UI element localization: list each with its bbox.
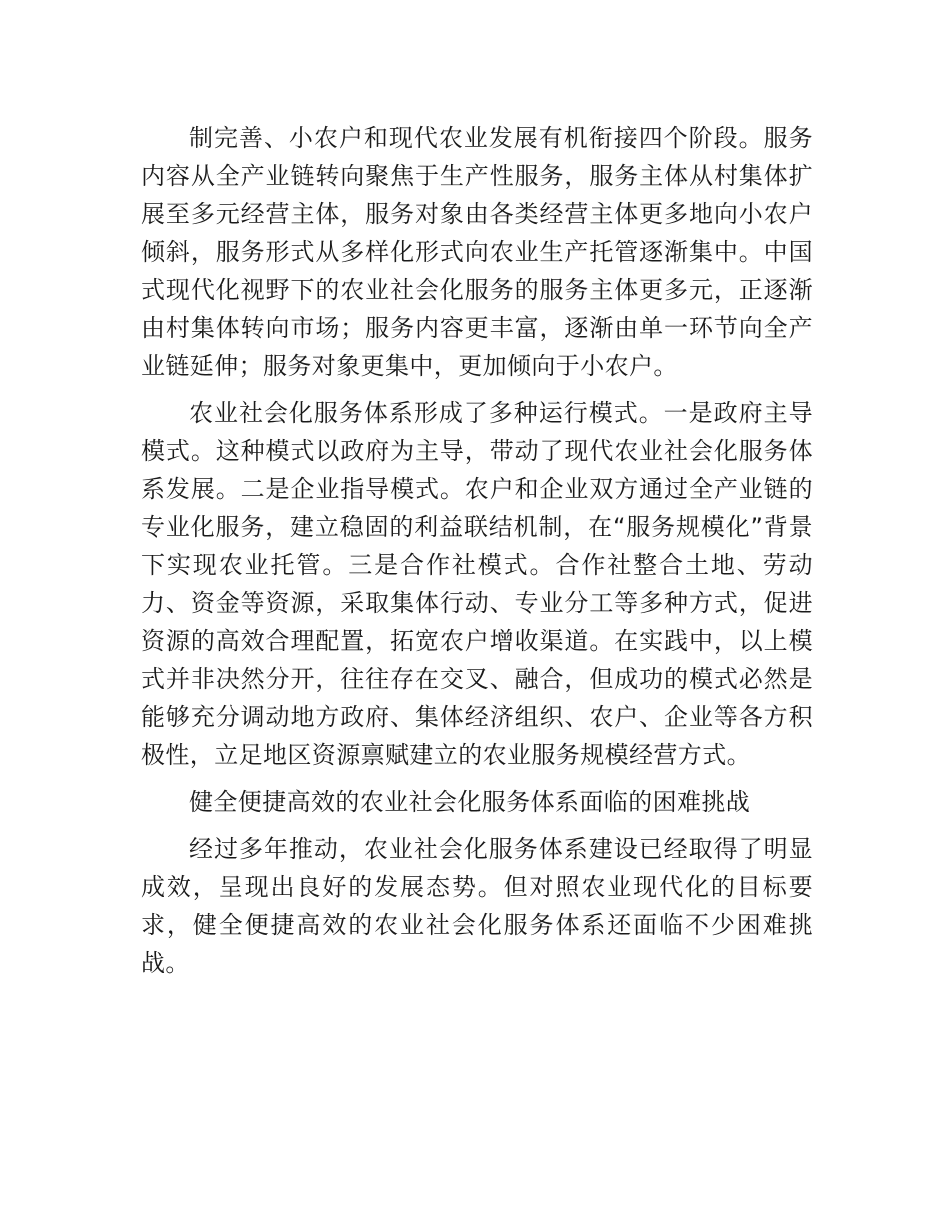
paragraph-operating-models: 农业社会化服务体系形成了多种运行模式。一是政府主导模式。这种模式以政府为主导，带动了现代农业社会化服务体系发展。二是企业指导模式。农户和企业双方通过全产业链的专业化服务，建立稳固的利益联结机制，在“服务规模化”背景下实现农业托管。三是合作社模式。合作社整合土地、劳动力、资金等资源，采取集体行动、专业分工等多种方式，促进资源的高效合理配置，拓宽农户增收渠道。在实践中，以上模式并非决然分开，往往存在交叉、融合，但成功的模式必然是能够充分调动地方政府、集体经济组织、农户、企业等各方积极性，立足地区资源禀赋建立的农业服务规模经营方式。 [141,399,813,769]
paragraph-challenges-intro: 经过多年推动，农业社会化服务体系建设已经取得了明显成效，呈现出良好的发展态势。但对照农业现代化的目标要求，健全便捷高效的农业社会化服务体系还面临不少困难挑战。 [141,835,813,977]
paragraph-service-stages: 制完善、小农户和现代农业发展有机衔接四个阶段。服务内容从全产业链转向聚焦于生产性服务，服务主体从村集体扩展至多元经营主体，服务对象由各类经营主体更多地向小农户倾斜，服务形式从多样化形式向农业生产托管逐渐集中。中国式现代化视野下的农业社会化服务的服务主体更多元，正逐渐由村集体转向市场；服务内容更丰富，逐渐由单一环节向全产业链延伸；服务对象更集中，更加倾向于小农户。 [141,124,813,380]
section-heading: 健全便捷高效的农业社会化服务体系面临的困难挑战 [189,788,751,816]
document-body [141,119,813,991]
